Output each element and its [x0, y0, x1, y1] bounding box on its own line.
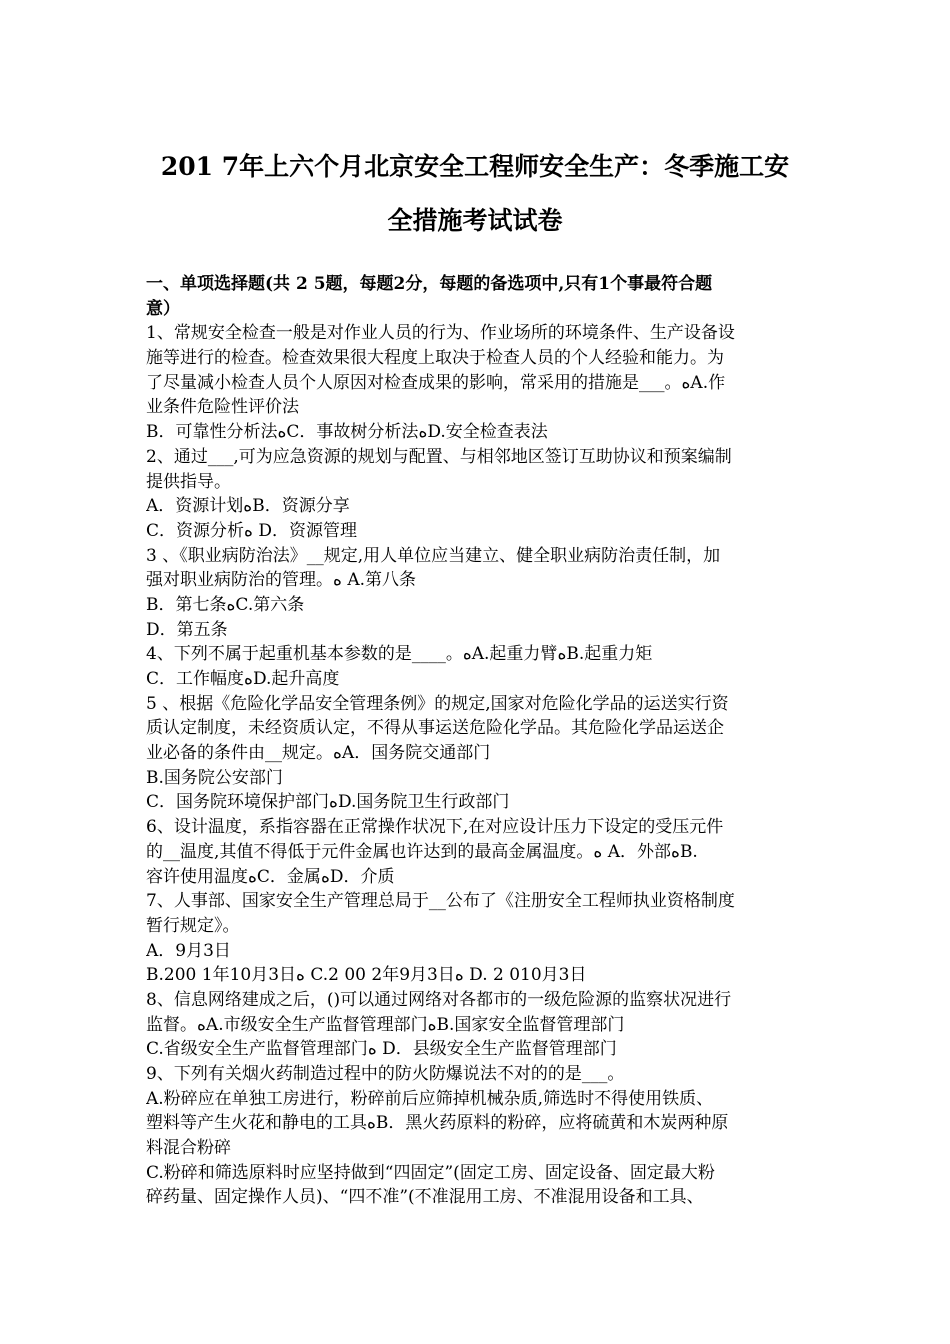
body-text-line: 8、信息网络建成之后，()可以通过网络对各都市的一级危险源的监察状况进行	[146, 989, 732, 1010]
body-text-line: A．资源计划ﻩB．资源分享	[146, 496, 350, 517]
body-text-line: 的__温度,其值不得低于元件金属也许达到的最高金属温度。ﻩ A．外部ﻩB.	[146, 841, 698, 862]
body-text-line: 6、设计温度，系指容器在正常操作状况下,在对应设计压力下设定的受压元件	[146, 817, 724, 838]
body-text-line: 4、下列不属于起重机基本参数的是____。ﻩA.起重力臂ﻩB.起重力矩	[146, 644, 653, 665]
body-text-line: 了尽量减小检查人员个人原因对检查成果的影响，常采用的措施是___。ﻩA.作	[146, 372, 726, 393]
body-text-line: B．第七条ﻩC.第六条	[146, 594, 305, 615]
body-text-line: B.200 1年10月3日ﻩ C.2 00 2年9月3日ﻩ D. 2 010月3日	[146, 965, 587, 986]
body-text-line: B.国务院公安部门	[146, 767, 283, 788]
body-text-line: 9、下列有关烟火药制造过程中的防火防爆说法不对的的是___。	[146, 1064, 625, 1084]
body-text-line: 料混合粉碎	[146, 1138, 231, 1159]
body-text-line: 监督。ﻩA.市级安全生产监督管理部门ﻩB.国家安全监督管理部门	[146, 1014, 625, 1035]
body-text-line: C．国务院环境保护部门ﻩD.国务院卫生行政部门	[146, 792, 510, 813]
body-text-line: 强对职业病防治的管理。ﻩ A.第八条	[146, 570, 417, 591]
body-text-line: 暂行规定》。	[146, 915, 240, 936]
body-text-line: 业条件危险性评价法	[146, 397, 299, 418]
body-text-line: 7、人事部、国家安全生产管理总局于__公布了《注册安全工程师执业资格制度	[146, 891, 735, 912]
body-text-line: C．工作幅度ﻩD.起升高度	[146, 669, 340, 689]
body-text-line: D．第五条	[146, 619, 228, 640]
body-text-line: 1、常规安全检查一般是对作业人员的行为、作业场所的环境条件、生产设备设	[146, 323, 735, 344]
body-text-line: 容许使用温度ﻩC．金属ﻩD．介质	[146, 866, 395, 887]
body-text-line: 提供指导。	[146, 471, 231, 492]
body-text-line: A．9月3日	[146, 940, 231, 961]
body-text-line: C.粉碎和筛选原料时应坚持做到“四固定”(固定工房、固定设备、固定最大粉	[146, 1162, 715, 1183]
section-heading-line: 意）	[146, 298, 180, 319]
body-text-line: 5 、根据《危险化学品安全管理条例》的规定,国家对危险化学品的运送实行资	[146, 693, 729, 714]
body-text-line: 碎药量、固定操作人员)、“四不准”(不准混用工房、不准混用设备和工具、	[146, 1187, 704, 1208]
body-text-line: 塑料等产生火花和静电的工具ﻩB．黑火药原料的粉碎，应将硫黄和木炭两种原	[146, 1113, 729, 1134]
body-text-line: C.省级安全生产监督管理部门ﻩ D．县级安全生产监督管理部门	[146, 1039, 617, 1060]
body-text-line: C．资源分析ﻩ D．资源管理	[146, 520, 357, 541]
body-text-line: 施等进行的检查。检查效果很大程度上取决于检查人员的个人经验和能力。为	[146, 348, 724, 369]
body-text-line: 3 、《职业病防治法》__规定,用人单位应当建立、健全职业病防治责任制，加	[146, 545, 721, 566]
body-text-line: 2、通过___,可为应急资源的规划与配置、与相邻地区签订互助协议和预案编制	[146, 446, 732, 467]
document-body	[146, 272, 816, 1210]
document-title-line-2: 全措施考试试卷	[387, 206, 563, 235]
body-text-line: 业必备的条件由__规定。ﻩA．国务院交通部门	[146, 743, 491, 764]
body-text-line: B．可靠性分析法ﻩC．事故树分析法ﻩD.安全检查表法	[146, 422, 548, 443]
body-text-line: 质认定制度，未经资质认定，不得从事运送危险化学品。其危险化学品运送企	[146, 718, 724, 739]
body-text-line: A.粉碎应在单独工房进行，粉碎前后应筛掉机械杂质,筛选时不得使用铁质、	[146, 1088, 714, 1109]
document-title-line-1: 201 7年上六个月北京安全工程师安全生产：冬季施工安	[160, 152, 790, 181]
section-heading-line: 一、单项选择题(共 2 5题，每题2分，每题的备选项中,只有1个事最符合题	[146, 274, 713, 294]
